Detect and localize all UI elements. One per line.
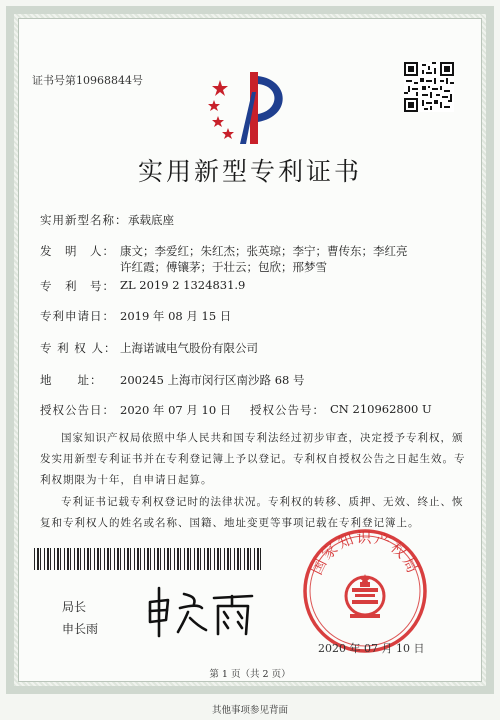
svg-text:国家知识产权局 (307, 528, 422, 577)
utility-name-label: 实用新型名称： (40, 213, 128, 227)
grant-number-value: CN 210962800 U (330, 402, 432, 416)
inventor-label: 发 明 人： (40, 244, 115, 258)
patent-number-label: 专 利 号： (40, 279, 115, 293)
barcode-icon (34, 548, 262, 570)
seal-text: 国家知识产权局 (307, 528, 423, 578)
inventors-line-1: 康文；李爱红；朱红杰；张英琼；李宁；曹传东；李红亮 (120, 244, 408, 258)
seal-date: 2020 年 07 月 10 日 (318, 642, 425, 655)
inventors-line-2: 许红霞；傅镶茅；于壮云；包欣；邢梦雪 (120, 260, 327, 274)
grant-date-label: 授权公告日： (40, 403, 115, 417)
footer-note: 其他事项参见背面 (211, 705, 288, 716)
address-value: 200245 上海市闵行区南沙路 68 号 (120, 373, 305, 387)
patent-number-value: ZL 2019 2 1324831.9 (120, 278, 246, 292)
official-seal-icon (300, 526, 430, 656)
notice-paragraph-1: 国家知识产权局依照中华人民共和国专利法经过初步审查，决定授予专利权，颁发实用新型专利证书并在专利登记簿上予以登记。专利权自授权公告之日起生效。专利权期限为十年，自申请日起算。 (40, 432, 466, 486)
grant-number-label: 授权公告号： (250, 403, 325, 417)
notice-paragraph-2: 专利证书记载专利权登记时的法律状况。专利权的转移、质押、无效、终止、恢复和专利权人的姓名或名称、国籍、地址变更等事项记载在专利登记簿上。 (40, 496, 464, 529)
director-title: 局长 (62, 600, 87, 614)
utility-name-value: 承载底座 (128, 213, 174, 227)
address-label: 地 址： (40, 373, 103, 387)
handwritten-signature-icon (140, 582, 260, 642)
grant-date-value: 2020 年 07 月 10 日 (120, 403, 232, 417)
application-date-label: 专利申请日： (40, 309, 115, 323)
qr-code-icon (404, 62, 454, 112)
certificate-title: 实用新型专利证书 (137, 157, 362, 186)
director-name: 申长雨 (62, 622, 99, 636)
application-date-value: 2019 年 08 月 15 日 (120, 309, 232, 323)
page-number: 第 1 页（共 2 页） (209, 669, 291, 680)
patent-owner-label: 专 利 权 人： (40, 341, 117, 355)
certificate-number: 证书号第10968844号 (32, 74, 143, 87)
cnipa-logo-icon (200, 62, 300, 152)
patent-owner-value: 上海诺诚电气股份有限公司 (120, 341, 258, 355)
